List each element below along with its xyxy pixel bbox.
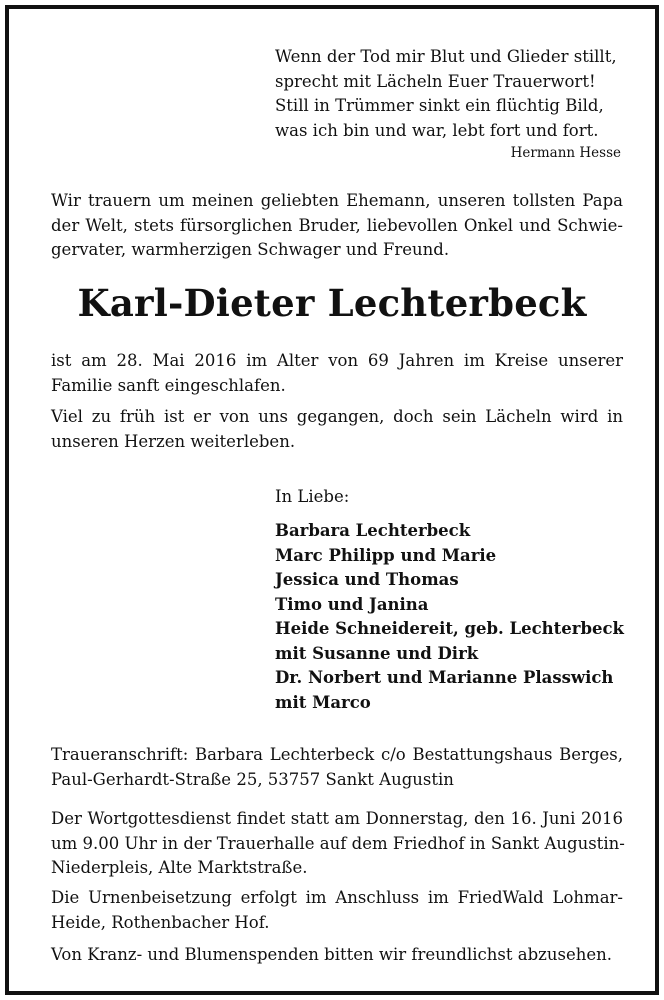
poem-line: Wenn der Tod mir Blut und Glieder stillt, [275, 47, 617, 66]
address-line: Paul-Gerhardt-Straße 25, 53757 Sankt Augustin [51, 769, 454, 789]
mourner: Marc Philipp und Marie [275, 545, 497, 565]
signoff: In Liebe: [275, 487, 350, 506]
obituary-notice [9, 9, 655, 991]
poem-author: Hermann Hesse [510, 145, 621, 161]
death-notice-paragraph [51, 349, 623, 398]
address-line: Traueranschrift: Barbara Lechterbeck c/o Bestattungshaus Berges, [51, 745, 623, 764]
burial-paragraph [51, 886, 623, 935]
burial-line: Heide, Rothenbacher Hof. [51, 912, 270, 932]
poem-line: Still in Trümmer sinkt ein flüchtig Bild, [275, 96, 604, 115]
poem-line: was ich bin und war, lebt fort und fort. [275, 120, 599, 140]
service-line: Der Wortgottesdienst findet statt am Donnerstag, den 16. Juni 2016 [51, 809, 623, 828]
burial-line: Die Urnenbeisetzung erfolgt im Anschluss im FriedWald Lohmar- [51, 888, 623, 907]
mourner: Dr. Norbert und Marianne Plasswich [275, 668, 614, 687]
death-notice-line: ist am 28. Mai 2016 im Alter von 69 Jahren im Kreise unserer [51, 351, 623, 370]
remembrance-line: Viel zu früh ist er von uns gegangen, doch sein Lächeln wird in [51, 407, 623, 426]
remembrance-line: unseren Herzen weiterleben. [51, 431, 296, 451]
service-paragraph [51, 807, 623, 881]
mourner: Timo und Janina [275, 594, 429, 614]
mourner: mit Susanne und Dirk [275, 643, 479, 663]
remembrance-paragraph [51, 405, 623, 454]
request-paragraph [51, 943, 623, 968]
mourner: Heide Schneidereit, geb. Lechterbeck [275, 619, 624, 638]
intro-line: gervater, warmherzigen Schwager und Freund. [51, 240, 450, 259]
death-notice-line: Familie sanft eingeschlafen. [51, 375, 286, 395]
request-line: Von Kranz- und Blumenspenden bitten wir freundlichst abzusehen. [51, 945, 612, 964]
notice-frame [5, 5, 659, 995]
mourner: Barbara Lechterbeck [275, 521, 471, 540]
mourners-list [275, 519, 645, 715]
address-paragraph [51, 743, 623, 792]
mourner: mit Marco [275, 692, 371, 712]
intro-line: Wir trauern um meinen geliebten Ehemann, unseren tollsten Papa [51, 191, 623, 210]
mourner: Jessica und Thomas [275, 570, 459, 589]
deceased-name: Karl-Dieter Lechterbeck [77, 281, 587, 325]
poem [275, 45, 631, 143]
service-line: um 9.00 Uhr in der Trauerhalle auf dem Friedhof in Sankt Augustin- [51, 833, 625, 853]
service-line: Niederpleis, Alte Marktstraße. [51, 858, 308, 877]
intro-line: der Welt, stets fürsorglichen Bruder, liebevollen Onkel und Schwie- [51, 215, 623, 235]
intro-paragraph [51, 189, 623, 263]
poem-line: sprecht mit Lächeln Euer Trauerwort! [275, 71, 596, 91]
